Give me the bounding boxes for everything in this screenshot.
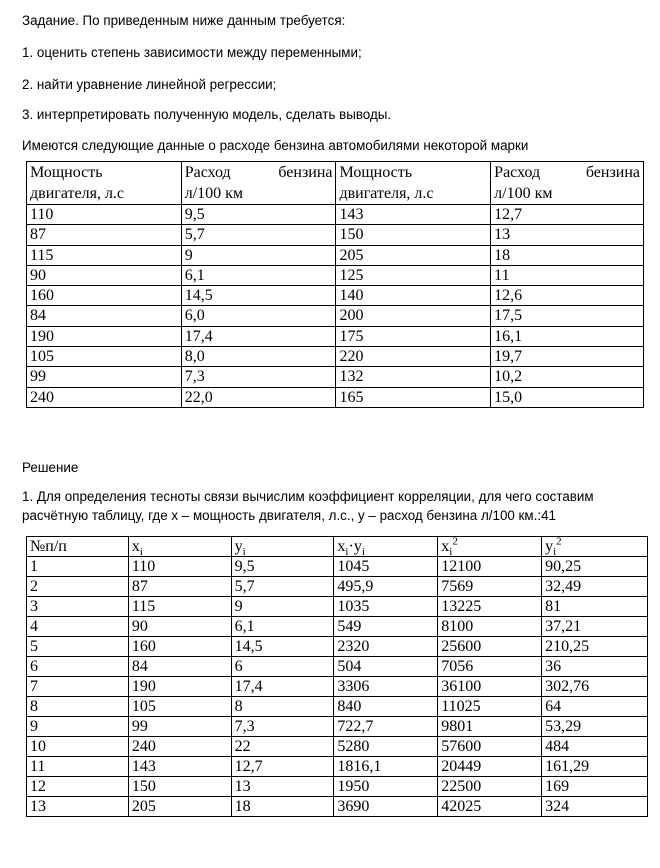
- fuel-table-cell: 12,7: [491, 205, 644, 225]
- calc-table-cell: 7: [27, 677, 129, 697]
- calc-table-row: [27, 657, 648, 677]
- calc-table-cell: 53,29: [542, 717, 648, 737]
- fuel-table-cell: 19,7: [491, 347, 644, 367]
- calc-table-cell: 37,21: [542, 617, 648, 637]
- calc-table-cell: 8100: [438, 617, 542, 637]
- fuel-table-cell: 18: [491, 245, 644, 265]
- calc-table-cell: 1045: [334, 557, 438, 577]
- calc-table-cell: 90: [128, 617, 231, 637]
- calc-table-cell: 161,29: [542, 757, 648, 777]
- calc-table-cell: 3306: [334, 677, 438, 697]
- header-power-line1: Мощность: [30, 164, 103, 181]
- header-power2-line2: двигателя, л.с: [339, 185, 434, 202]
- calc-table-cell: 110: [128, 557, 231, 577]
- header-yi-squared: [542, 537, 648, 557]
- calc-table-cell: 8: [27, 697, 129, 717]
- task-item-3: 3. интерпретировать полученную модель, сделать выводы.: [22, 107, 392, 122]
- calc-table-cell: 11025: [438, 697, 542, 717]
- solution-text-line1: 1. Для определения тесноты связи вычислим коэффициент корреляции, для чего составим: [22, 489, 594, 504]
- calc-table-cell: 484: [542, 737, 648, 757]
- calc-table-cell: 18: [231, 797, 334, 817]
- fuel-table-cell: 200: [336, 306, 491, 326]
- header-xi-sub: i: [139, 546, 143, 559]
- header-consumption-word2: бензина: [278, 164, 333, 181]
- calc-table-cell: 549: [334, 617, 438, 637]
- calc-table-cell: 504: [334, 657, 438, 677]
- fuel-table-row: [27, 225, 644, 245]
- header-consumption-unit: л/100 км: [184, 185, 244, 202]
- calc-table-row: [27, 577, 648, 597]
- header-yi-sub: i: [242, 546, 246, 559]
- header-y2-base: y: [545, 538, 554, 555]
- data-description: Имеются следующие данные о расходе бензина автомобилями некоторой марки: [22, 138, 529, 153]
- fuel-table-cell: 143: [336, 205, 491, 225]
- fuel-table-row: [27, 205, 644, 225]
- header-consumption-2: [491, 162, 644, 205]
- header-xi-yi: [334, 537, 438, 557]
- header-consumption2-word2: бензина: [585, 164, 640, 181]
- task-item-1: 1. оценить степень зависимости между переменными;: [22, 45, 362, 60]
- header-row-number: №п/п: [27, 537, 129, 557]
- calc-table-cell: 14,5: [231, 637, 334, 657]
- fuel-table-cell: 110: [27, 205, 182, 225]
- fuel-table-cell: 205: [336, 245, 491, 265]
- calc-table-row: [27, 557, 648, 577]
- calc-table-row: [27, 697, 648, 717]
- header-xy-ysub: i: [361, 546, 365, 559]
- calc-table-row: [27, 737, 648, 757]
- calc-table-row: [27, 617, 648, 637]
- header-y2-sup: 2: [556, 535, 562, 548]
- fuel-table-cell: 84: [27, 306, 182, 326]
- calc-table-cell: 13: [27, 797, 129, 817]
- calc-table-cell: 22: [231, 737, 334, 757]
- calc-table-cell: 7569: [438, 577, 542, 597]
- calc-table-cell: 84: [128, 657, 231, 677]
- fuel-table-cell: 240: [27, 387, 182, 407]
- calc-table-cell: 7,3: [231, 717, 334, 737]
- fuel-table-cell: 160: [27, 286, 182, 306]
- calc-table-cell: 2: [27, 577, 129, 597]
- calc-table-cell: 57600: [438, 737, 542, 757]
- calc-table-cell: 13: [231, 777, 334, 797]
- header-xy-x: x: [337, 538, 346, 555]
- calc-table-cell: 143: [128, 757, 231, 777]
- calc-table-cell: 25600: [438, 637, 542, 657]
- header-consumption-word1: Расход: [184, 164, 231, 181]
- fuel-table-cell: 13: [491, 225, 644, 245]
- header-xy-xsub: i: [345, 546, 349, 559]
- calculation-table: [26, 536, 648, 817]
- fuel-table-cell: 220: [336, 347, 491, 367]
- fuel-table-cell: 7,3: [181, 367, 336, 387]
- calc-table-cell: 6,1: [231, 617, 334, 637]
- header-xi: [128, 537, 231, 557]
- calc-table-cell: 1035: [334, 597, 438, 617]
- fuel-table-row: [27, 387, 644, 407]
- calc-table-cell: 205: [128, 797, 231, 817]
- calc-table-cell: 840: [334, 697, 438, 717]
- calc-table-cell: 3: [27, 597, 129, 617]
- calc-table-cell: 32,49: [542, 577, 648, 597]
- calc-table-header: [27, 537, 648, 557]
- calc-table-row: [27, 677, 648, 697]
- fuel-table-cell: 9: [181, 245, 336, 265]
- calc-table-cell: 12: [27, 777, 129, 797]
- task-intro-line: Задание. По приведенным ниже данным требуется:: [22, 13, 346, 28]
- calc-table-cell: 9,5: [231, 557, 334, 577]
- fuel-table-cell: 132: [336, 367, 491, 387]
- calc-table-cell: 1: [27, 557, 129, 577]
- calc-table-cell: 324: [542, 797, 648, 817]
- fuel-table-row: [27, 245, 644, 265]
- header-yi: [231, 537, 334, 557]
- fuel-table-cell: 8,0: [181, 347, 336, 367]
- fuel-table-cell: 5,7: [181, 225, 336, 245]
- fuel-table-cell: 150: [336, 225, 491, 245]
- calc-table-cell: 12100: [438, 557, 542, 577]
- calc-table-row: [27, 757, 648, 777]
- fuel-table-cell: 11: [491, 265, 644, 285]
- fuel-table-row: [27, 306, 644, 326]
- calc-table-cell: 495,9: [334, 577, 438, 597]
- calc-table-cell: 5,7: [231, 577, 334, 597]
- calc-table-cell: 87: [128, 577, 231, 597]
- header-xy-dot-y: ·y: [348, 538, 362, 555]
- calc-table-cell: 36: [542, 657, 648, 677]
- fuel-table-cell: 90: [27, 265, 182, 285]
- fuel-table-cell: 190: [27, 326, 182, 346]
- calc-table-cell: 9: [27, 717, 129, 737]
- solution-title: Решение: [22, 460, 79, 475]
- fuel-table-cell: 10,2: [491, 367, 644, 387]
- calc-table-cell: 99: [128, 717, 231, 737]
- calc-table-cell: 1816,1: [334, 757, 438, 777]
- fuel-table-cell: 16,1: [491, 326, 644, 346]
- fuel-table-row: [27, 286, 644, 306]
- calc-table-cell: 11: [27, 757, 129, 777]
- header-xi-squared: [438, 537, 542, 557]
- fuel-table-row: [27, 367, 644, 387]
- calc-table-cell: 3690: [334, 797, 438, 817]
- task-item-2: 2. найти уравнение линейной регрессии;: [22, 77, 277, 92]
- fuel-table-cell: 12,6: [491, 286, 644, 306]
- fuel-table-row: [27, 326, 644, 346]
- fuel-table-cell: 15,0: [491, 387, 644, 407]
- header-x2-sup: 2: [452, 535, 458, 548]
- calc-table-row: [27, 717, 648, 737]
- calc-table-cell: 22500: [438, 777, 542, 797]
- calc-table-cell: 5: [27, 637, 129, 657]
- calc-table-cell: 12,7: [231, 757, 334, 777]
- calc-table-cell: 4: [27, 617, 129, 637]
- calc-table-cell: 9: [231, 597, 334, 617]
- calc-table-cell: 20449: [438, 757, 542, 777]
- calc-table-cell: 2320: [334, 637, 438, 657]
- solution-text-line2: расчётную таблицу, где x – мощность двигателя, л.с., y – расход бензина л/100 км.:41: [22, 508, 556, 523]
- calc-table-cell: 160: [128, 637, 231, 657]
- fuel-table-row: [27, 347, 644, 367]
- header-power-2: [336, 162, 491, 205]
- calc-table-cell: 17,4: [231, 677, 334, 697]
- calc-table-cell: 7056: [438, 657, 542, 677]
- fuel-table-cell: 140: [336, 286, 491, 306]
- calc-table-row: [27, 597, 648, 617]
- header-power: [27, 162, 182, 205]
- header-consumption: [181, 162, 336, 205]
- fuel-table-cell: 115: [27, 245, 182, 265]
- calc-table-cell: 6: [231, 657, 334, 677]
- calc-table-cell: 169: [542, 777, 648, 797]
- calc-table-cell: 1950: [334, 777, 438, 797]
- calc-table-cell: 64: [542, 697, 648, 717]
- calc-table-cell: 10: [27, 737, 129, 757]
- calc-table-cell: 5280: [334, 737, 438, 757]
- fuel-table-cell: 9,5: [181, 205, 336, 225]
- calc-table-row: [27, 777, 648, 797]
- header-consumption2-unit: л/100 км: [494, 185, 553, 202]
- fuel-table-cell: 175: [336, 326, 491, 346]
- fuel-table-cell: 17,4: [181, 326, 336, 346]
- fuel-table-cell: 105: [27, 347, 182, 367]
- fuel-data-table: [26, 161, 644, 408]
- calc-table-cell: 9801: [438, 717, 542, 737]
- header-power-line2: двигателя, л.с: [30, 185, 125, 202]
- calc-table-cell: 81: [542, 597, 648, 617]
- fuel-table-cell: 87: [27, 225, 182, 245]
- calc-table-cell: 90,25: [542, 557, 648, 577]
- fuel-table-cell: 125: [336, 265, 491, 285]
- fuel-table-cell: 99: [27, 367, 182, 387]
- calc-table-cell: 210,25: [542, 637, 648, 657]
- fuel-table-cell: 22,0: [181, 387, 336, 407]
- calc-table-cell: 36100: [438, 677, 542, 697]
- fuel-table-cell: 6,1: [181, 265, 336, 285]
- fuel-table-cell: 14,5: [181, 286, 336, 306]
- calc-table-cell: 115: [128, 597, 231, 617]
- header-x2-sub: i: [449, 546, 453, 559]
- calc-table-cell: 13225: [438, 597, 542, 617]
- fuel-table-cell: 17,5: [491, 306, 644, 326]
- header-x2-base: x: [441, 538, 450, 555]
- calc-table-cell: 6: [27, 657, 129, 677]
- header-power2-line1: Мощность: [339, 164, 412, 181]
- fuel-table-row: [27, 265, 644, 285]
- fuel-table-cell: 6,0: [181, 306, 336, 326]
- calc-table-row: [27, 637, 648, 657]
- calc-table-cell: 42025: [438, 797, 542, 817]
- calc-table-cell: 190: [128, 677, 231, 697]
- header-xi-base: x: [131, 538, 140, 555]
- fuel-table-cell: 165: [336, 387, 491, 407]
- fuel-table-header: [27, 162, 644, 205]
- calc-table-cell: 105: [128, 697, 231, 717]
- calc-table-cell: 722,7: [334, 717, 438, 737]
- header-consumption2-word1: Расход: [494, 164, 541, 181]
- calc-table-cell: 8: [231, 697, 334, 717]
- calc-table-cell: 150: [128, 777, 231, 797]
- calc-table-cell: 302,76: [542, 677, 648, 697]
- header-yi-base: y: [234, 538, 243, 555]
- calc-table-row: [27, 797, 648, 817]
- calc-table-cell: 240: [128, 737, 231, 757]
- header-y2-sub: i: [553, 546, 557, 559]
